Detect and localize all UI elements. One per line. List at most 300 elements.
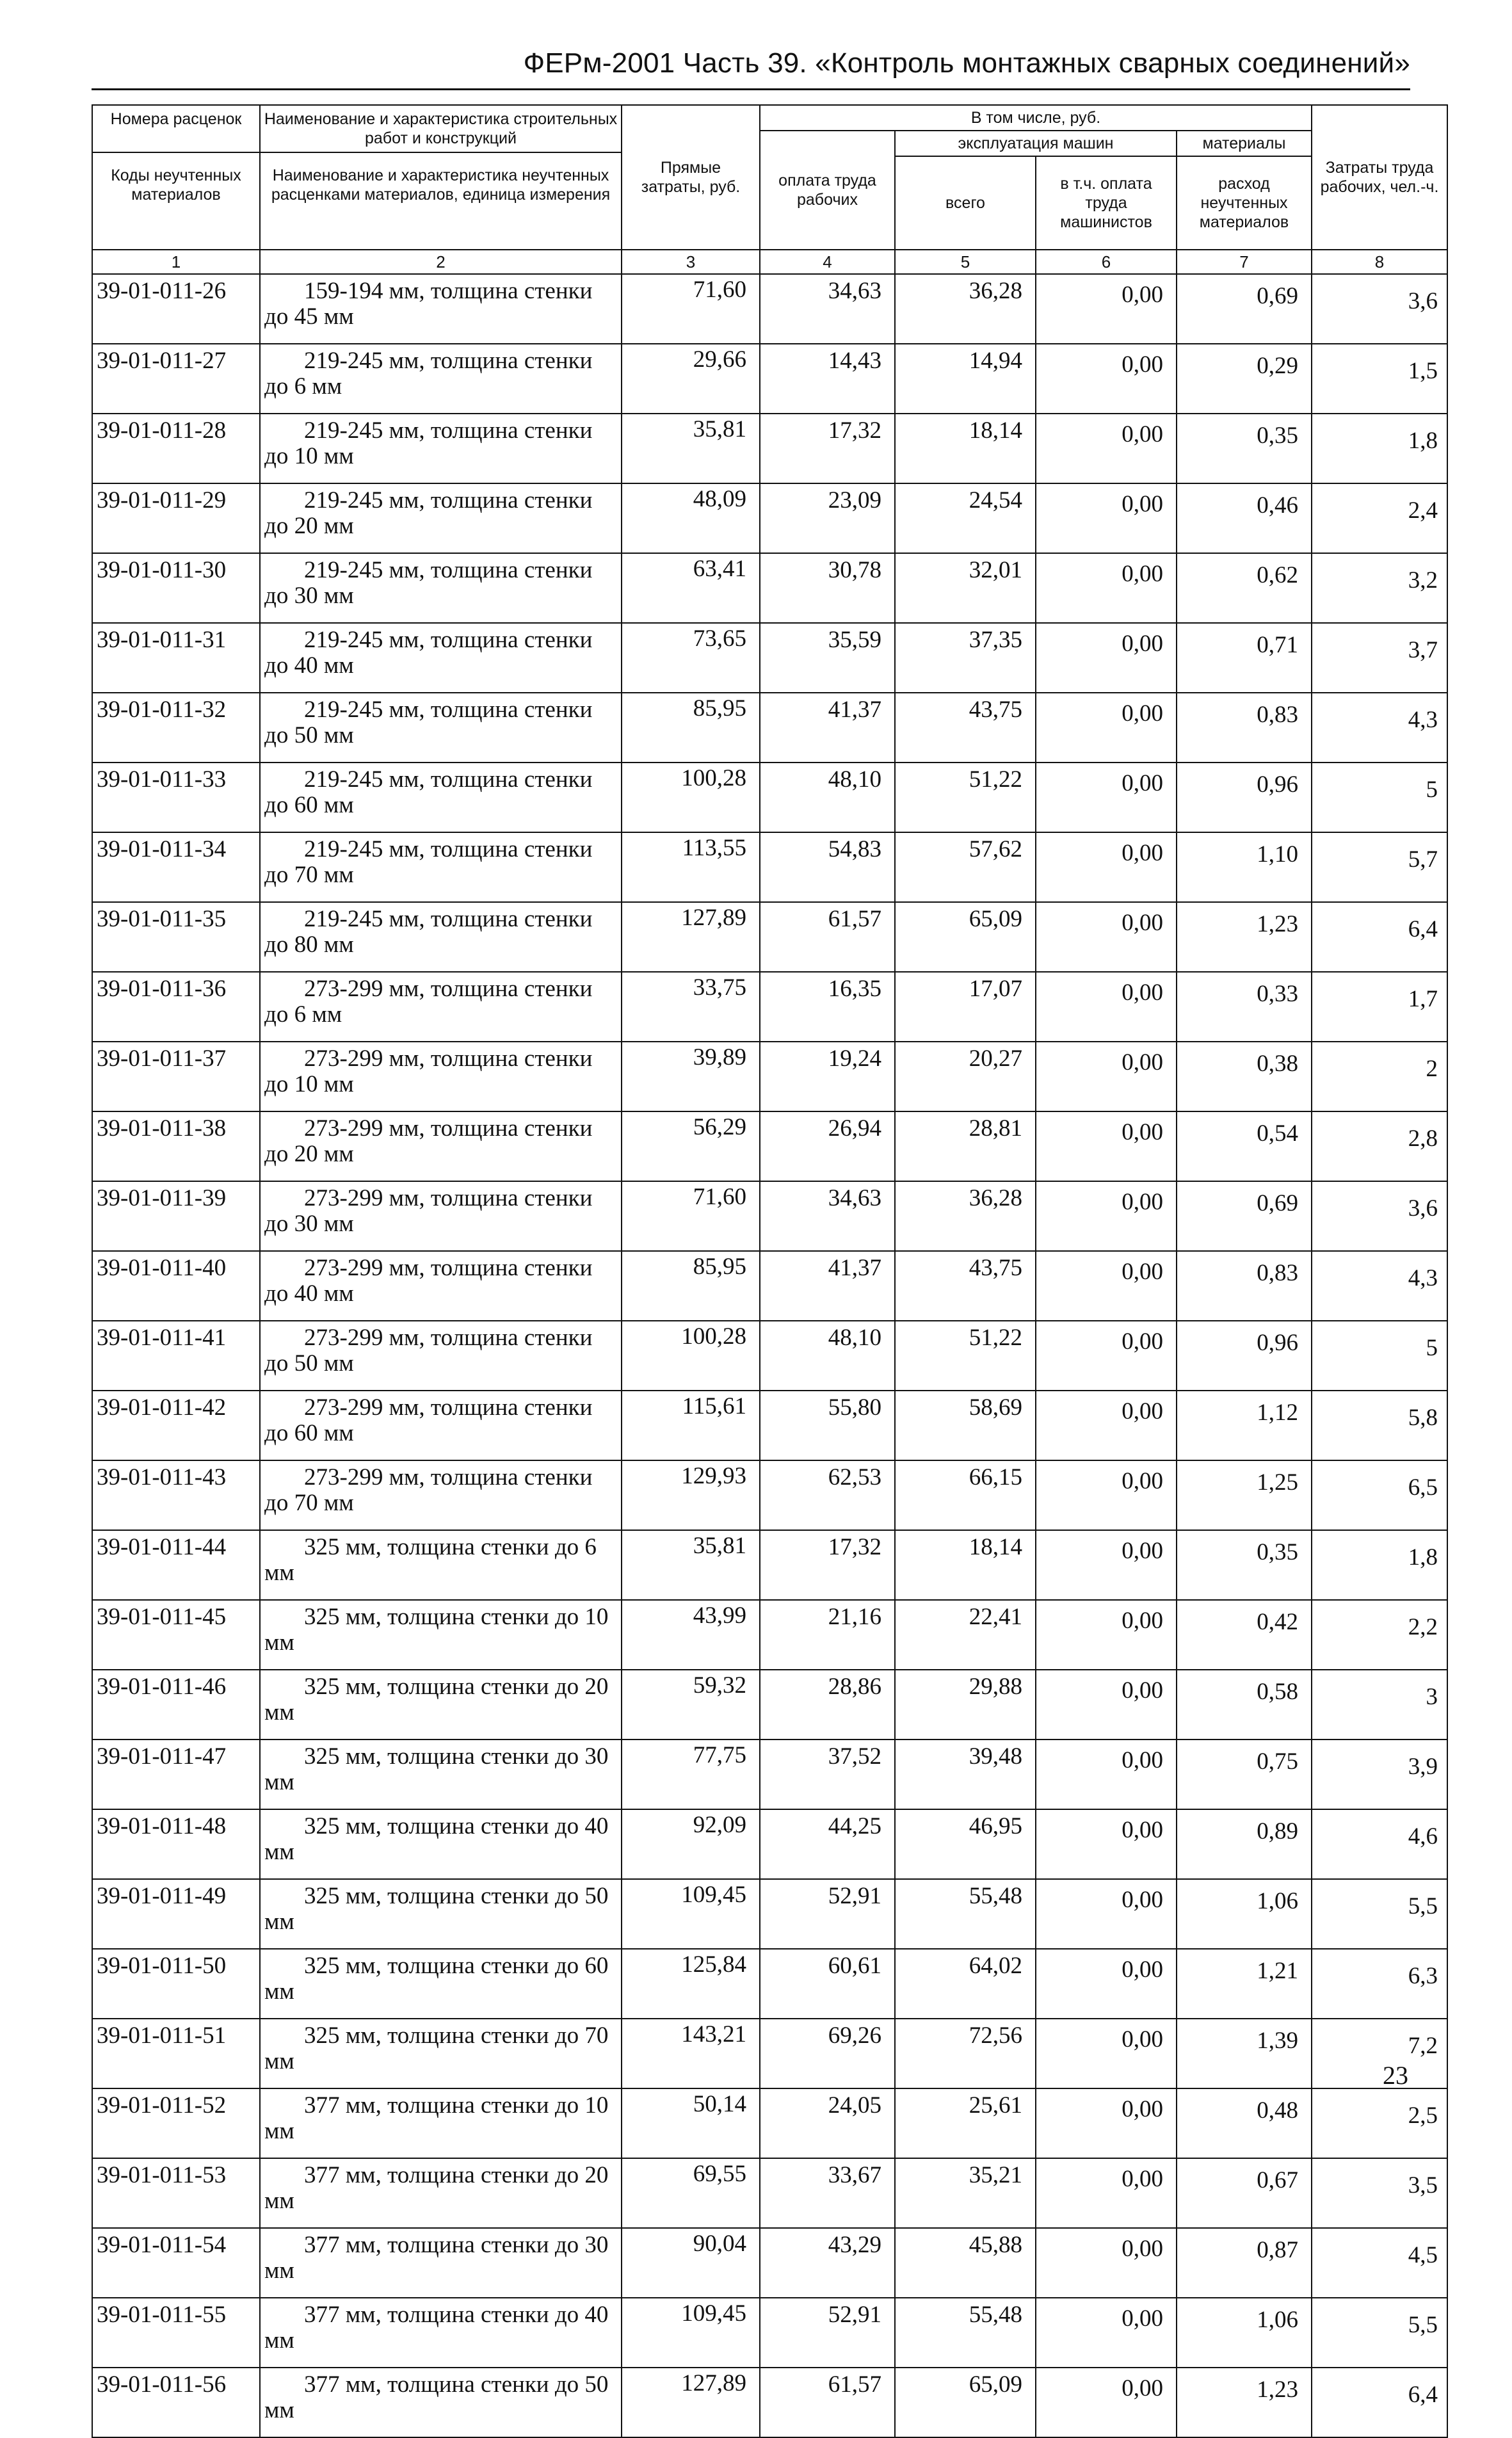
table-row [92, 483, 1447, 553]
table-row [92, 1949, 1447, 2019]
worker-pay-cell: 17,32 [760, 414, 895, 483]
table-row [92, 763, 1447, 832]
labor-hours-cell: 6,4 [1312, 902, 1447, 972]
work-name-line1: 377 мм, толщина стенки до 40 [304, 2302, 609, 2328]
materials-cell: 0,87 [1177, 2228, 1312, 2298]
direct-cost-cell: 85,95 [622, 693, 760, 763]
machinist-pay-cell: 0,00 [1036, 1670, 1177, 1740]
labor-hours-cell: 4,3 [1312, 1251, 1447, 1321]
machinist-pay-cell: 0,00 [1036, 344, 1177, 414]
machine-total-cell: 22,41 [895, 1600, 1036, 1670]
direct-cost-cell: 69,55 [622, 2158, 760, 2228]
worker-pay-cell: 26,94 [760, 1111, 895, 1181]
machinist-pay-cell: 0,00 [1036, 274, 1177, 344]
labor-hours-cell: 2,5 [1312, 2088, 1447, 2158]
worker-pay-cell: 16,35 [760, 972, 895, 1042]
worker-pay-cell: 48,10 [760, 763, 895, 832]
work-name-line2: мм [264, 1629, 294, 1656]
rate-code-cell: 39-01-011-41 [92, 1321, 260, 1391]
work-name-cell [260, 832, 622, 902]
work-name-line2: до 45 мм [264, 303, 354, 330]
worker-pay-cell: 30,78 [760, 553, 895, 623]
table-row [92, 1042, 1447, 1111]
work-name-cell [260, 1251, 622, 1321]
machine-total-cell: 20,27 [895, 1042, 1036, 1111]
work-name-cell [260, 2088, 622, 2158]
work-name-line2: мм [264, 2327, 294, 2353]
machine-total-cell: 51,22 [895, 763, 1036, 832]
labor-hours-cell: 5,5 [1312, 1879, 1447, 1949]
work-name-line2: до 10 мм [264, 443, 354, 469]
materials-cell: 0,29 [1177, 344, 1312, 414]
rate-code-cell: 39-01-011-47 [92, 1740, 260, 1809]
direct-cost-cell: 43,99 [622, 1600, 760, 1670]
table-row [92, 1111, 1447, 1181]
direct-cost-cell: 143,21 [622, 2019, 760, 2088]
work-name-cell [260, 1111, 622, 1181]
table-row [92, 1181, 1447, 1251]
machine-total-cell: 39,48 [895, 1740, 1036, 1809]
work-name-cell [260, 763, 622, 832]
work-name-cell [260, 902, 622, 972]
worker-pay-cell: 14,43 [760, 344, 895, 414]
rate-code-cell: 39-01-011-39 [92, 1181, 260, 1251]
table-row [92, 344, 1447, 414]
labor-hours-cell: 5,7 [1312, 832, 1447, 902]
rate-code-cell: 39-01-011-49 [92, 1879, 260, 1949]
work-name-line1: 219-245 мм, толщина стенки [304, 836, 593, 862]
direct-cost-cell: 85,95 [622, 1251, 760, 1321]
running-header: ФЕРм-2001 Часть 39. «Контроль монтажных сварных соединений» [523, 47, 1410, 79]
machine-total-cell: 55,48 [895, 2298, 1036, 2368]
machinist-pay-cell: 0,00 [1036, 2019, 1177, 2088]
table-row [92, 1321, 1447, 1391]
machinist-pay-cell: 0,00 [1036, 2088, 1177, 2158]
materials-cell: 0,33 [1177, 972, 1312, 1042]
labor-hours-cell: 3 [1312, 1670, 1447, 1740]
rate-code-cell: 39-01-011-45 [92, 1600, 260, 1670]
direct-cost-cell: 127,89 [622, 902, 760, 972]
labor-hours-cell: 5 [1312, 1321, 1447, 1391]
labor-hours-cell: 3,7 [1312, 623, 1447, 693]
work-name-line1: 273-299 мм, толщина стенки [304, 1325, 593, 1351]
work-name-line2: до 50 мм [264, 1350, 354, 1376]
work-name-cell [260, 483, 622, 553]
work-name-cell [260, 1530, 622, 1600]
direct-cost-cell: 73,65 [622, 623, 760, 693]
worker-pay-cell: 34,63 [760, 274, 895, 344]
rate-code-cell: 39-01-011-28 [92, 414, 260, 483]
direct-cost-cell: 127,89 [622, 2368, 760, 2437]
work-name-line2: до 10 мм [264, 1071, 354, 1097]
rate-code-cell: 39-01-011-38 [92, 1111, 260, 1181]
work-name-line2: мм [264, 2257, 294, 2284]
work-name-line1: 273-299 мм, толщина стенки [304, 1255, 593, 1281]
machinist-pay-cell: 0,00 [1036, 2228, 1177, 2298]
worker-pay-cell: 61,57 [760, 2368, 895, 2437]
direct-cost-cell: 100,28 [622, 1321, 760, 1391]
work-name-cell [260, 1600, 622, 1670]
rate-code-cell: 39-01-011-37 [92, 1042, 260, 1111]
machine-total-cell: 24,54 [895, 483, 1036, 553]
labor-hours-cell: 3,9 [1312, 1740, 1447, 1809]
labor-hours-cell: 1,7 [1312, 972, 1447, 1042]
table-row [92, 2088, 1447, 2158]
rates-table [92, 104, 1448, 2438]
work-name-line1: 325 мм, толщина стенки до 6 [304, 1534, 597, 1560]
work-name-line1: 219-245 мм, толщина стенки [304, 487, 593, 513]
materials-cell: 0,35 [1177, 414, 1312, 483]
work-name-line1: 273-299 мм, толщина стенки [304, 1394, 593, 1421]
rate-code-cell: 39-01-011-43 [92, 1460, 260, 1530]
labor-hours-cell: 6,3 [1312, 1949, 1447, 2019]
machinist-pay-cell: 0,00 [1036, 2298, 1177, 2368]
rate-code-cell: 39-01-011-40 [92, 1251, 260, 1321]
work-name-line2: до 50 мм [264, 722, 354, 748]
materials-cell: 0,67 [1177, 2158, 1312, 2228]
work-name-line2: до 60 мм [264, 1420, 354, 1446]
work-name-line2: до 60 мм [264, 792, 354, 818]
machine-total-cell: 25,61 [895, 2088, 1036, 2158]
machinist-pay-cell: 0,00 [1036, 1740, 1177, 1809]
work-name-line1: 273-299 мм, толщина стенки [304, 1464, 593, 1490]
direct-cost-cell: 90,04 [622, 2228, 760, 2298]
work-name-line2: до 30 мм [264, 583, 354, 609]
rate-code-cell: 39-01-011-26 [92, 274, 260, 344]
machine-total-cell: 43,75 [895, 1251, 1036, 1321]
machinist-pay-cell: 0,00 [1036, 1530, 1177, 1600]
work-name-cell [260, 2368, 622, 2437]
machinist-pay-cell: 0,00 [1036, 2368, 1177, 2437]
direct-cost-cell: 29,66 [622, 344, 760, 414]
labor-hours-cell: 5,5 [1312, 2298, 1447, 2368]
table-row [92, 1809, 1447, 1879]
work-name-line2: до 6 мм [264, 1001, 342, 1028]
materials-cell: 0,69 [1177, 274, 1312, 344]
machine-total-cell: 17,07 [895, 972, 1036, 1042]
labor-hours-cell: 2,8 [1312, 1111, 1447, 1181]
machine-total-cell: 36,28 [895, 1181, 1036, 1251]
direct-cost-cell: 35,81 [622, 1530, 760, 1600]
materials-cell: 0,58 [1177, 1670, 1312, 1740]
labor-hours-cell: 3,6 [1312, 274, 1447, 344]
header-cell-names [260, 105, 622, 250]
materials-cell: 0,83 [1177, 1251, 1312, 1321]
direct-cost-cell: 35,81 [622, 414, 760, 483]
labor-hours-cell: 3,5 [1312, 2158, 1447, 2228]
work-name-line1: 219-245 мм, толщина стенки [304, 697, 593, 723]
direct-cost-cell: 59,32 [622, 1670, 760, 1740]
rate-code-cell: 39-01-011-52 [92, 2088, 260, 2158]
column-number: 5 [895, 250, 1036, 274]
worker-pay-cell: 21,16 [760, 1600, 895, 1670]
worker-pay-cell: 24,05 [760, 2088, 895, 2158]
work-name-line2: мм [264, 1699, 294, 1725]
materials-cell: 1,23 [1177, 2368, 1312, 2437]
labor-hours-cell: 1,8 [1312, 1530, 1447, 1600]
rate-code-cell: 39-01-011-32 [92, 693, 260, 763]
materials-cell: 0,96 [1177, 763, 1312, 832]
work-name-line2: мм [264, 2048, 294, 2074]
work-name-line1: 377 мм, толщина стенки до 10 [304, 2092, 609, 2119]
work-name-line1: 219-245 мм, толщина стенки [304, 557, 593, 583]
labor-hours-cell: 4,6 [1312, 1809, 1447, 1879]
materials-cell: 0,38 [1177, 1042, 1312, 1111]
labor-hours-cell: 5,8 [1312, 1391, 1447, 1460]
work-name-line1: 273-299 мм, толщина стенки [304, 1185, 593, 1211]
work-name-line2: до 70 мм [264, 862, 354, 888]
worker-pay-cell: 62,53 [760, 1460, 895, 1530]
table-row [92, 832, 1447, 902]
table-row [92, 623, 1447, 693]
materials-cell: 1,39 [1177, 2019, 1312, 2088]
work-name-line2: мм [264, 2118, 294, 2144]
table-row [92, 1740, 1447, 1809]
labor-hours-cell: 2 [1312, 1042, 1447, 1111]
materials-cell: 0,62 [1177, 553, 1312, 623]
machine-total-cell: 57,62 [895, 832, 1036, 902]
work-name-line1: 377 мм, толщина стенки до 50 [304, 2371, 609, 2398]
table-row [92, 693, 1447, 763]
rate-code-cell: 39-01-011-34 [92, 832, 260, 902]
materials-cell: 0,75 [1177, 1740, 1312, 1809]
worker-pay-cell: 34,63 [760, 1181, 895, 1251]
machine-total-cell: 66,15 [895, 1460, 1036, 1530]
work-name-cell [260, 693, 622, 763]
machinist-pay-cell: 0,00 [1036, 1111, 1177, 1181]
table-row [92, 553, 1447, 623]
work-name-cell [260, 1181, 622, 1251]
labor-hours-cell: 5 [1312, 763, 1447, 832]
worker-pay-cell: 35,59 [760, 623, 895, 693]
work-name-line2: до 80 мм [264, 932, 354, 958]
machinist-pay-cell: 0,00 [1036, 1460, 1177, 1530]
rate-code-cell: 39-01-011-30 [92, 553, 260, 623]
table-row [92, 274, 1447, 344]
machinist-pay-cell: 0,00 [1036, 2158, 1177, 2228]
machine-total-cell: 65,09 [895, 2368, 1036, 2437]
machine-total-cell: 18,14 [895, 1530, 1036, 1600]
table-row [92, 1251, 1447, 1321]
work-name-cell [260, 1670, 622, 1740]
table-row [92, 972, 1447, 1042]
work-name-line2: до 20 мм [264, 513, 354, 539]
worker-pay-cell: 54,83 [760, 832, 895, 902]
materials-cell: 0,96 [1177, 1321, 1312, 1391]
direct-cost-cell: 63,41 [622, 553, 760, 623]
column-number: 4 [760, 250, 895, 274]
worker-pay-cell: 48,10 [760, 1321, 895, 1391]
labor-hours-cell: 7,2 [1312, 2019, 1447, 2088]
machinist-pay-cell: 0,00 [1036, 832, 1177, 902]
machine-total-cell: 28,81 [895, 1111, 1036, 1181]
rate-code-cell: 39-01-011-46 [92, 1670, 260, 1740]
materials-cell: 0,48 [1177, 2088, 1312, 2158]
work-name-line2: мм [264, 2188, 294, 2214]
worker-pay-cell: 33,67 [760, 2158, 895, 2228]
work-name-cell [260, 1321, 622, 1391]
direct-cost-cell: 129,93 [622, 1460, 760, 1530]
labor-hours-cell: 2,2 [1312, 1600, 1447, 1670]
machine-total-cell: 51,22 [895, 1321, 1036, 1391]
work-name-cell [260, 344, 622, 414]
direct-cost-cell: 56,29 [622, 1111, 760, 1181]
rate-code-cell: 39-01-011-44 [92, 1530, 260, 1600]
table-row [92, 2298, 1447, 2368]
table-row [92, 1879, 1447, 1949]
labor-hours-cell: 1,5 [1312, 344, 1447, 414]
page-number: 23 [1383, 2061, 1408, 2090]
machine-total-cell: 43,75 [895, 693, 1036, 763]
machinist-pay-cell: 0,00 [1036, 1879, 1177, 1949]
direct-cost-cell: 50,14 [622, 2088, 760, 2158]
work-name-line1: 273-299 мм, толщина стенки [304, 976, 593, 1002]
work-name-line1: 219-245 мм, толщина стенки [304, 417, 593, 444]
materials-cell: 0,46 [1177, 483, 1312, 553]
header-including: В том числе, руб. [760, 105, 1312, 131]
direct-cost-cell: 115,61 [622, 1391, 760, 1460]
machinist-pay-cell: 0,00 [1036, 1391, 1177, 1460]
work-name-line1: 325 мм, толщина стенки до 60 [304, 1953, 609, 1979]
direct-cost-cell: 71,60 [622, 274, 760, 344]
worker-pay-cell: 41,37 [760, 1251, 895, 1321]
materials-cell: 1,06 [1177, 2298, 1312, 2368]
labor-hours-cell: 4,3 [1312, 693, 1447, 763]
machinist-pay-cell: 0,00 [1036, 1181, 1177, 1251]
work-name-line2: мм [264, 1560, 294, 1586]
direct-cost-cell: 92,09 [622, 1809, 760, 1879]
direct-cost-cell: 71,60 [622, 1181, 760, 1251]
work-name-line1: 377 мм, толщина стенки до 20 [304, 2162, 609, 2188]
rate-code-cell: 39-01-011-53 [92, 2158, 260, 2228]
direct-cost-cell: 48,09 [622, 483, 760, 553]
materials-cell: 1,25 [1177, 1460, 1312, 1530]
work-name-line1: 273-299 мм, толщина стенки [304, 1045, 593, 1072]
work-name-line2: до 40 мм [264, 1280, 354, 1307]
worker-pay-cell: 52,91 [760, 1879, 895, 1949]
header-machinist-pay: в т.ч. оплата труда машинистов [1036, 156, 1177, 250]
work-name-line2: до 70 мм [264, 1490, 354, 1516]
work-name-line1: 325 мм, толщина стенки до 30 [304, 1743, 609, 1770]
table-row [92, 1670, 1447, 1740]
work-name-line2: мм [264, 2397, 294, 2423]
work-name-cell [260, 1460, 622, 1530]
worker-pay-cell: 28,86 [760, 1670, 895, 1740]
machine-total-cell: 29,88 [895, 1670, 1036, 1740]
machine-total-cell: 46,95 [895, 1809, 1036, 1879]
work-name-line2: до 30 мм [264, 1211, 354, 1237]
rate-code-cell: 39-01-011-55 [92, 2298, 260, 2368]
work-name-line1: 325 мм, толщина стенки до 50 [304, 1883, 609, 1909]
machinist-pay-cell: 0,00 [1036, 693, 1177, 763]
machine-total-cell: 14,94 [895, 344, 1036, 414]
labor-hours-cell: 4,5 [1312, 2228, 1447, 2298]
direct-cost-cell: 100,28 [622, 763, 760, 832]
machinist-pay-cell: 0,00 [1036, 763, 1177, 832]
materials-cell: 0,69 [1177, 1181, 1312, 1251]
machine-total-cell: 64,02 [895, 1949, 1036, 2019]
machinist-pay-cell: 0,00 [1036, 1600, 1177, 1670]
materials-cell: 0,35 [1177, 1530, 1312, 1600]
header-material-name: Наименование и характеристика неучтенных расценками материалов, единица измерения [261, 152, 621, 249]
rate-code-cell: 39-01-011-35 [92, 902, 260, 972]
header-machine-operation: эксплуатация машин [895, 131, 1177, 156]
machinist-pay-cell: 0,00 [1036, 1949, 1177, 2019]
work-name-line1: 325 мм, толщина стенки до 10 [304, 1604, 609, 1630]
rate-code-cell: 39-01-011-54 [92, 2228, 260, 2298]
machinist-pay-cell: 0,00 [1036, 1042, 1177, 1111]
work-name-cell [260, 972, 622, 1042]
work-name-cell [260, 623, 622, 693]
rate-code-cell: 39-01-011-48 [92, 1809, 260, 1879]
direct-cost-cell: 125,84 [622, 1949, 760, 2019]
work-name-line2: до 40 мм [264, 652, 354, 679]
work-name-line2: мм [264, 1909, 294, 1935]
rate-code-cell: 39-01-011-29 [92, 483, 260, 553]
machinist-pay-cell: 0,00 [1036, 483, 1177, 553]
materials-cell: 1,23 [1177, 902, 1312, 972]
worker-pay-cell: 60,61 [760, 1949, 895, 2019]
direct-cost-cell: 109,45 [622, 1879, 760, 1949]
work-name-line1: 159-194 мм, толщина стенки [304, 278, 593, 304]
machinist-pay-cell: 0,00 [1036, 972, 1177, 1042]
work-name-cell [260, 553, 622, 623]
table-row [92, 902, 1447, 972]
materials-cell: 0,71 [1177, 623, 1312, 693]
table-row [92, 2228, 1447, 2298]
machinist-pay-cell: 0,00 [1036, 1809, 1177, 1879]
header-cell-codes [92, 105, 260, 250]
direct-cost-cell: 39,89 [622, 1042, 760, 1111]
header-worker-pay: оплата труда рабочих [760, 131, 895, 250]
materials-cell: 1,06 [1177, 1879, 1312, 1949]
labor-hours-cell: 1,8 [1312, 414, 1447, 483]
table-row [92, 414, 1447, 483]
work-name-cell [260, 1949, 622, 2019]
rate-code-cell: 39-01-011-50 [92, 1949, 260, 2019]
work-name-cell [260, 1391, 622, 1460]
work-name-cell [260, 1809, 622, 1879]
worker-pay-cell: 43,29 [760, 2228, 895, 2298]
work-name-line1: 325 мм, толщина стенки до 20 [304, 1674, 609, 1700]
column-number: 3 [622, 250, 760, 274]
work-name-line1: 219-245 мм, толщина стенки [304, 766, 593, 793]
header-rate-numbers: Номера расценок [110, 110, 242, 128]
work-name-line1: 219-245 мм, толщина стенки [304, 348, 593, 374]
work-name-line1: 325 мм, толщина стенки до 40 [304, 1813, 609, 1839]
header-direct-costs: Прямые затраты, руб. [622, 105, 760, 250]
work-name-line1: 273-299 мм, толщина стенки [304, 1115, 593, 1142]
worker-pay-cell: 37,52 [760, 1740, 895, 1809]
machinist-pay-cell: 0,00 [1036, 414, 1177, 483]
work-name-line1: 377 мм, толщина стенки до 30 [304, 2232, 609, 2258]
machine-total-cell: 58,69 [895, 1391, 1036, 1460]
labor-hours-cell: 6,4 [1312, 2368, 1447, 2437]
labor-hours-cell: 6,5 [1312, 1460, 1447, 1530]
materials-cell: 1,12 [1177, 1391, 1312, 1460]
materials-cell: 1,21 [1177, 1949, 1312, 2019]
machinist-pay-cell: 0,00 [1036, 1321, 1177, 1391]
rate-code-cell: 39-01-011-27 [92, 344, 260, 414]
work-name-cell [260, 1879, 622, 1949]
header-rule [92, 88, 1410, 90]
machine-total-cell: 36,28 [895, 274, 1036, 344]
work-name-cell [260, 2019, 622, 2088]
column-number: 8 [1312, 250, 1447, 274]
machine-total-cell: 65,09 [895, 902, 1036, 972]
table-row [92, 1391, 1447, 1460]
worker-pay-cell: 19,24 [760, 1042, 895, 1111]
